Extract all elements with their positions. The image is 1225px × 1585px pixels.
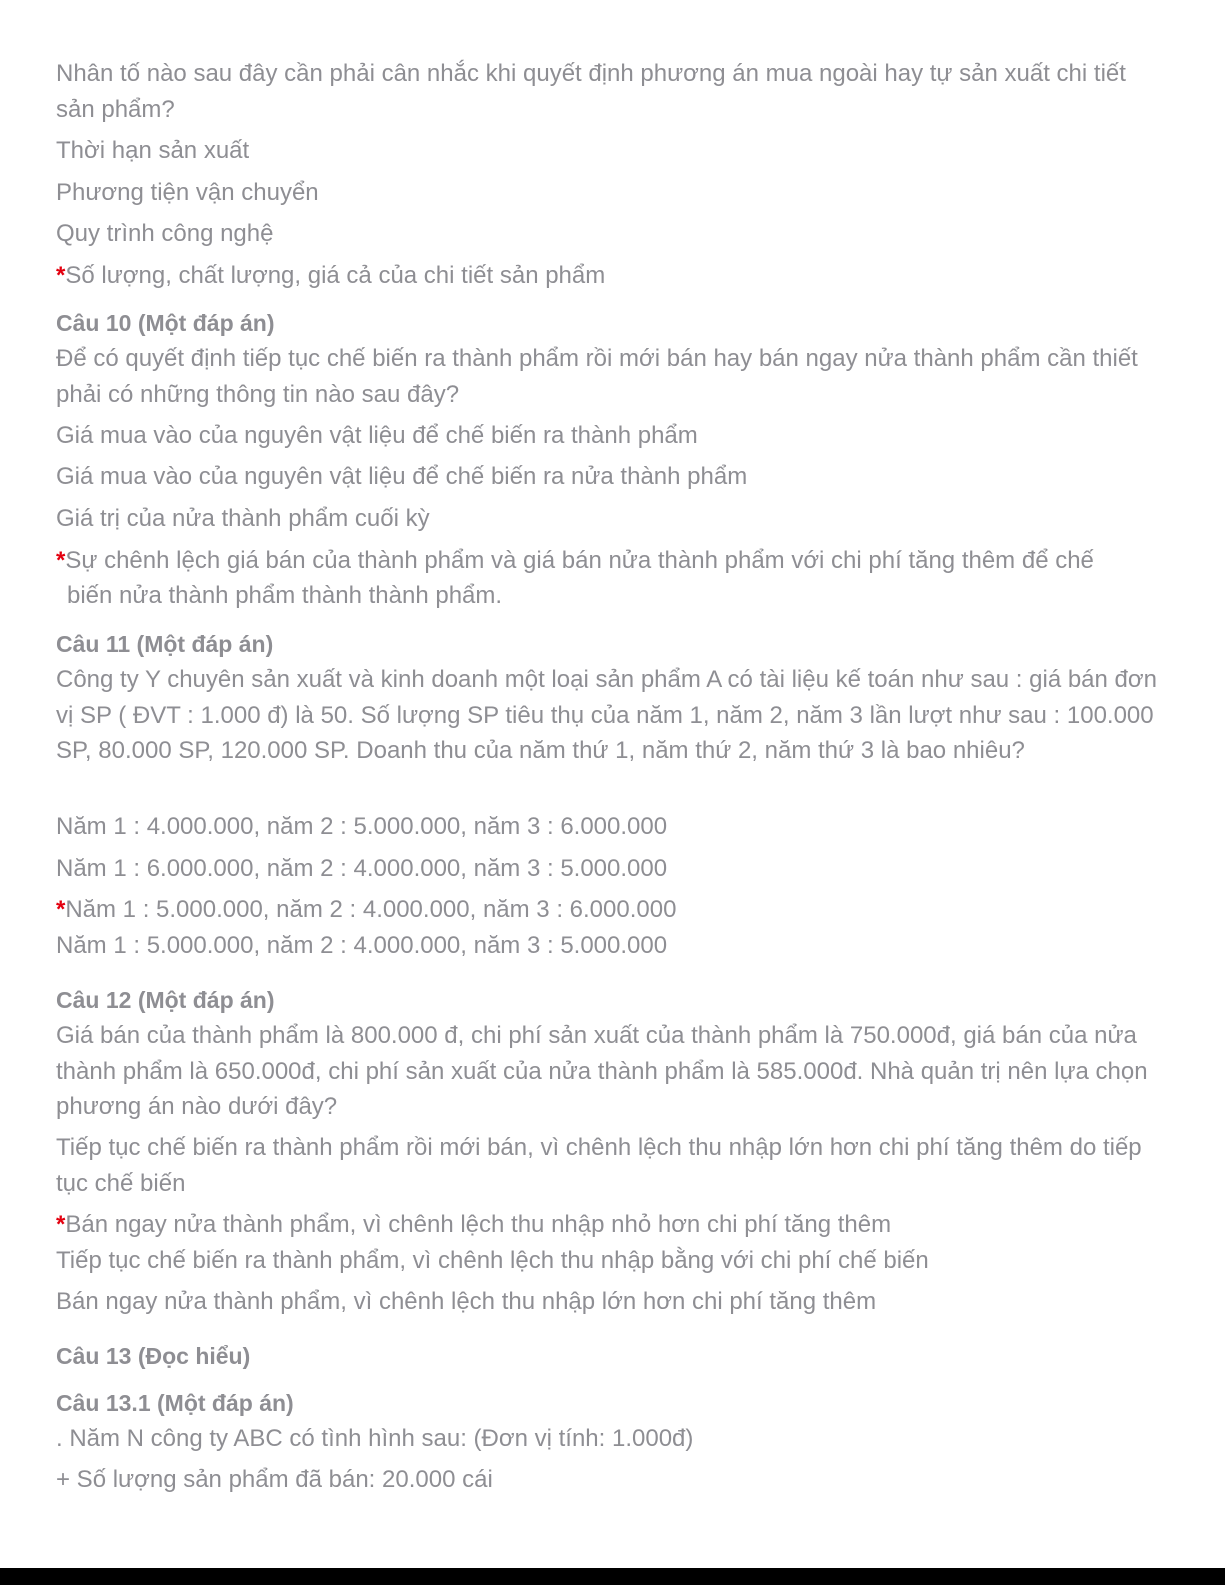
q10-option-1[interactable]: Giá mua vào của nguyên vật liệu để chế biến ra thành phẩm	[56, 422, 698, 449]
correct-marker: *	[56, 896, 66, 923]
q12-correct-text: Bán ngay nửa thành phẩm, vì chênh lệch thu nhập nhỏ hơn chi phí tăng thêm	[65, 1211, 892, 1238]
q11-question: Công ty Y chuyên sản xuất và kinh doanh một loại sản phẩm A có tài liệu kế toán như sau : giá bán đơn vị SP ( ĐVT : 1.000 đ) là 50. Số lượng SP tiêu thụ của năm 1, năm 2, năm 3 lần lượt như sau : 100.000 SP, 80.000 SP, 120.000 SP. Doanh thu của năm thứ 1, năm thứ 2, năm thứ 3 là bao nhiêu?	[56, 666, 1157, 764]
q9-option-correct[interactable]	[56, 258, 605, 294]
q12-question: Giá bán của thành phẩm là 800.000 đ, chi phí sản xuất của thành phẩm là 750.000đ, giá bán của nửa thành phẩm là 650.000đ, chi phí sản xuất của nửa thành phẩm là 585.000đ. Nhà quản trị nên lựa chọn phương án nào dưới đây?	[56, 1022, 1148, 1120]
q10-option-correct-continued[interactable]	[56, 578, 502, 614]
q10-option-3[interactable]: Giá trị của nửa thành phẩm cuối kỳ	[56, 505, 430, 532]
q10-heading: Câu 10 (Một đáp án)	[56, 310, 275, 336]
q9-option-2[interactable]: Phương tiện vận chuyển	[56, 179, 319, 206]
q13-heading: Câu 13 (Đọc hiểu)	[56, 1343, 251, 1369]
q11-option-4[interactable]: Năm 1 : 5.000.000, năm 2 : 4.000.000, năm 3 : 5.000.000	[56, 932, 668, 959]
q13-1-line-2: + Số lượng sản phẩm đã bán: 20.000 cái	[56, 1466, 493, 1493]
q10-option-2[interactable]: Giá mua vào của nguyên vật liệu để chế biến ra nửa thành phẩm	[56, 463, 748, 490]
q13-1-heading: Câu 13.1 (Một đáp án)	[56, 1390, 294, 1416]
q9-option-3[interactable]: Quy trình công nghệ	[56, 220, 274, 247]
q9-correct-text: Số lượng, chất lượng, giá cả của chi tiết sản phẩm	[65, 262, 606, 289]
correct-marker: *	[56, 262, 66, 289]
q10-question: Để có quyết định tiếp tục chế biến ra thành phẩm rồi mới bán hay bán ngay nửa thành phẩm cần thiết phải có những thông tin nào sau đây?	[56, 345, 1138, 408]
q10-correct-text-line1: Sự chênh lệch giá bán của thành phẩm và giá bán nửa thành phẩm với chi phí tăng thêm để chế	[65, 547, 1094, 574]
q10-option-correct[interactable]	[56, 543, 1094, 579]
bottom-border	[0, 1568, 1225, 1585]
q12-option-correct[interactable]	[56, 1207, 891, 1243]
q9-question: Nhân tố nào sau đây cần phải cân nhắc khi quyết định phương án mua ngoài hay tự sản xuất chi tiết sản phẩm?	[56, 60, 1126, 123]
q12-option-1[interactable]: Tiếp tục chế biến ra thành phẩm rồi mới bán, vì chênh lệch thu nhập lớn hơn chi phí tăng thêm do tiếp tục chế biến	[56, 1134, 1142, 1197]
q11-correct-text: Năm 1 : 5.000.000, năm 2 : 4.000.000, năm 3 : 6.000.000	[65, 896, 677, 923]
q9-option-1[interactable]: Thời hạn sản xuất	[56, 137, 250, 164]
q10-correct-text-line2: biến nửa thành phẩm thành thành phẩm.	[67, 582, 503, 609]
q11-heading: Câu 11 (Một đáp án)	[56, 631, 274, 657]
q12-option-4[interactable]: Bán ngay nửa thành phẩm, vì chênh lệch thu nhập lớn hơn chi phí tăng thêm	[56, 1288, 877, 1315]
q11-option-2[interactable]: Năm 1 : 6.000.000, năm 2 : 4.000.000, năm 3 : 5.000.000	[56, 855, 668, 882]
correct-marker: *	[56, 547, 66, 574]
q11-option-1[interactable]: Năm 1 : 4.000.000, năm 2 : 5.000.000, năm 3 : 6.000.000	[56, 813, 668, 840]
q11-option-correct[interactable]	[56, 892, 676, 928]
q13-1-line-1: . Năm N công ty ABC có tình hình sau: (Đơn vị tính: 1.000đ)	[56, 1425, 694, 1452]
q12-heading: Câu 12 (Một đáp án)	[56, 987, 275, 1013]
q12-option-3[interactable]: Tiếp tục chế biến ra thành phẩm, vì chênh lệch thu nhập bằng với chi phí chế biến	[56, 1247, 929, 1274]
correct-marker: *	[56, 1211, 66, 1238]
